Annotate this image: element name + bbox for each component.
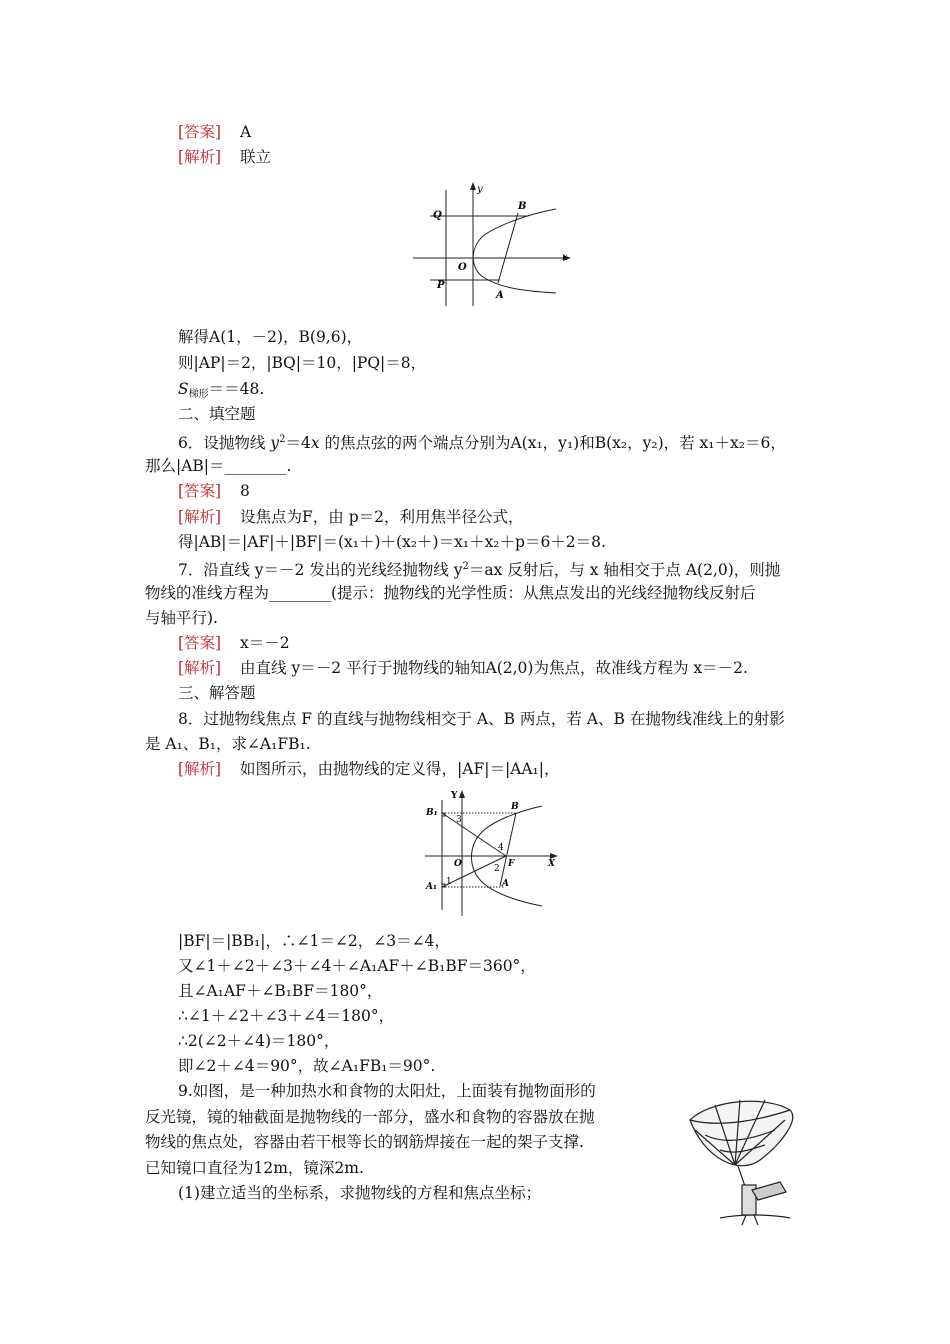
analysis-tag: [解析] <box>178 148 222 166</box>
q6-line-2: 那么|AB|＝________. <box>145 457 292 475</box>
analysis-text: 由直线 y＝－2 平行于抛物线的轴知A(2,0)为焦点，故准线方程为 x＝－2. <box>240 659 748 677</box>
label-A: A <box>502 879 509 889</box>
q9-line-5: (1)建立适当的坐标系，求抛物线的方程和焦点坐标； <box>178 1184 541 1202</box>
label-F: F <box>508 859 515 869</box>
label-P: P <box>437 280 445 291</box>
answer-tag: [答案] <box>178 482 222 500</box>
solution-line-2: 则|AP|＝2，|BQ|＝10，|PQ|＝8， <box>178 354 427 372</box>
parabola-figure-2 <box>420 788 570 918</box>
analysis-tag: [解析] <box>178 659 222 677</box>
label-X: X <box>548 859 555 869</box>
label-Q: Q <box>433 210 442 221</box>
q7-analysis-line <box>178 657 748 679</box>
analysis-tag: [解析] <box>178 508 222 526</box>
q8-step-1: |BF|＝|BB₁|，∴∠1＝∠2，∠3＝∠4， <box>178 932 450 950</box>
area-subscript: 梯形 <box>188 389 209 400</box>
q8-step-6: 即∠2＋∠4＝90°，故∠A₁FB₁＝90°. <box>178 1057 436 1075</box>
solar-cooker-illustration <box>680 1090 810 1230</box>
label-B: B <box>518 201 527 212</box>
q8-step-4: ∴∠1＋∠2＋∠3＋∠4＝180°， <box>178 1007 395 1025</box>
area-symbol: S <box>178 380 189 398</box>
q6-answer-line <box>178 480 250 502</box>
q7-line-1 <box>178 556 780 581</box>
q9-line-2: 反光镜，镜的轴截面是抛物线的一部分，盛水和食物的容器放在抛 <box>145 1108 595 1126</box>
q6-square: 2 <box>279 434 286 445</box>
label-Y: Y <box>451 791 458 801</box>
label-A1: A₁ <box>426 882 437 892</box>
solution-line-1: 解得A(1，－2)，B(9,6)， <box>178 328 363 346</box>
analysis-text: 设焦点为F，由 p＝2，利用焦半径公式， <box>240 508 524 526</box>
q8-step-3: 且∠A₁AF＋∠B₁BF＝180°， <box>178 982 383 1000</box>
answer-value: x＝－2 <box>240 634 290 652</box>
q9-line-4: 已知镜口直径为12m，镜深2m. <box>145 1159 364 1177</box>
q8-line-1: 8．过抛物线焦点 F 的直线与抛物线相交于 A、B 两点，若 A、B 在抛物线准线上的射影 <box>178 710 785 728</box>
angle-label-4: 4 <box>498 843 504 853</box>
section-heading-2: 二、填空题 <box>178 405 256 423</box>
answer-tag: [答案] <box>178 123 222 141</box>
q7-line-2: 物线的准线方程为________(提示：抛物线的光学性质：从焦点发出的光线经抛物线反射后 <box>145 584 756 602</box>
angle-label-1: 1 <box>446 877 452 887</box>
answer-value: A <box>240 123 252 141</box>
angle-label-2: 2 <box>494 864 500 874</box>
q6-var-x: x <box>310 434 320 452</box>
q6-calc-line: 得|AB|＝|AF|＋|BF|＝(x₁＋)＋(x₂＋)＝x₁＋x₂＋p＝6＋2＝8. <box>178 533 606 551</box>
q9-line-3: 物线的焦点处，容器由若干根等长的钢筋焊接在一起的架子支撑. <box>145 1133 584 1151</box>
analysis-text: 如图所示，由抛物线的定义得，|AF|＝|AA₁|， <box>240 760 560 778</box>
label-B: B <box>511 802 519 812</box>
analysis-tag: [解析] <box>178 760 222 778</box>
q8-step-5: ∴2(∠2＋∠4)＝180°， <box>178 1032 340 1050</box>
parabola-figure-1 <box>408 178 578 313</box>
q7-line-3: 与轴平行). <box>145 609 218 627</box>
q7-answer-line <box>178 632 290 654</box>
q6-analysis-line <box>178 506 524 528</box>
q8-step-2: 又∠1＋∠2＋∠3＋∠4＋∠A₁AF＋∠B₁BF＝360°， <box>178 957 536 975</box>
answer-value: 8 <box>240 482 250 500</box>
analysis-text: 联立 <box>240 148 272 166</box>
q7-square: 2 <box>462 561 469 572</box>
label-O: O <box>454 859 462 869</box>
area-result: ＝＝48. <box>208 380 265 398</box>
answer-line <box>178 121 251 143</box>
label-B1: B₁ <box>426 808 438 818</box>
q6-line-1 <box>178 429 786 454</box>
q6-text-b: ＝4 <box>285 434 311 452</box>
q7-text-b: ＝ax 反射后，与 x 轴相交于点 A(2,0)，则抛 <box>468 561 781 579</box>
q8-line-2: 是 A₁、B₁，求∠A₁FB₁. <box>145 735 311 753</box>
q6-text-a: 6．设抛物线 <box>178 434 271 452</box>
q7-text-a: 7．沿直线 y＝－2 发出的光线经抛物线 y <box>178 561 463 579</box>
solution-line-3 <box>178 378 264 406</box>
section-heading-3: 三、解答题 <box>178 684 256 702</box>
angle-label-3: 3 <box>456 815 462 825</box>
q9-line-1: 9.如图，是一种加热水和食物的太阳灶，上面装有抛物面形的 <box>178 1082 596 1100</box>
answer-tag: [答案] <box>178 634 222 652</box>
label-O: O <box>458 262 467 273</box>
label-A: A <box>496 290 504 301</box>
analysis-line <box>178 146 271 168</box>
q8-analysis-line <box>178 758 560 780</box>
label-y: y <box>477 184 483 195</box>
label-x: x <box>562 252 568 263</box>
q6-var-y: y <box>270 434 280 452</box>
q6-text-c: 的焦点弦的两个端点分别为A(x₁，y₁)和B(x₂，y₂)，若 x₁＋x₂＝6， <box>319 434 786 452</box>
